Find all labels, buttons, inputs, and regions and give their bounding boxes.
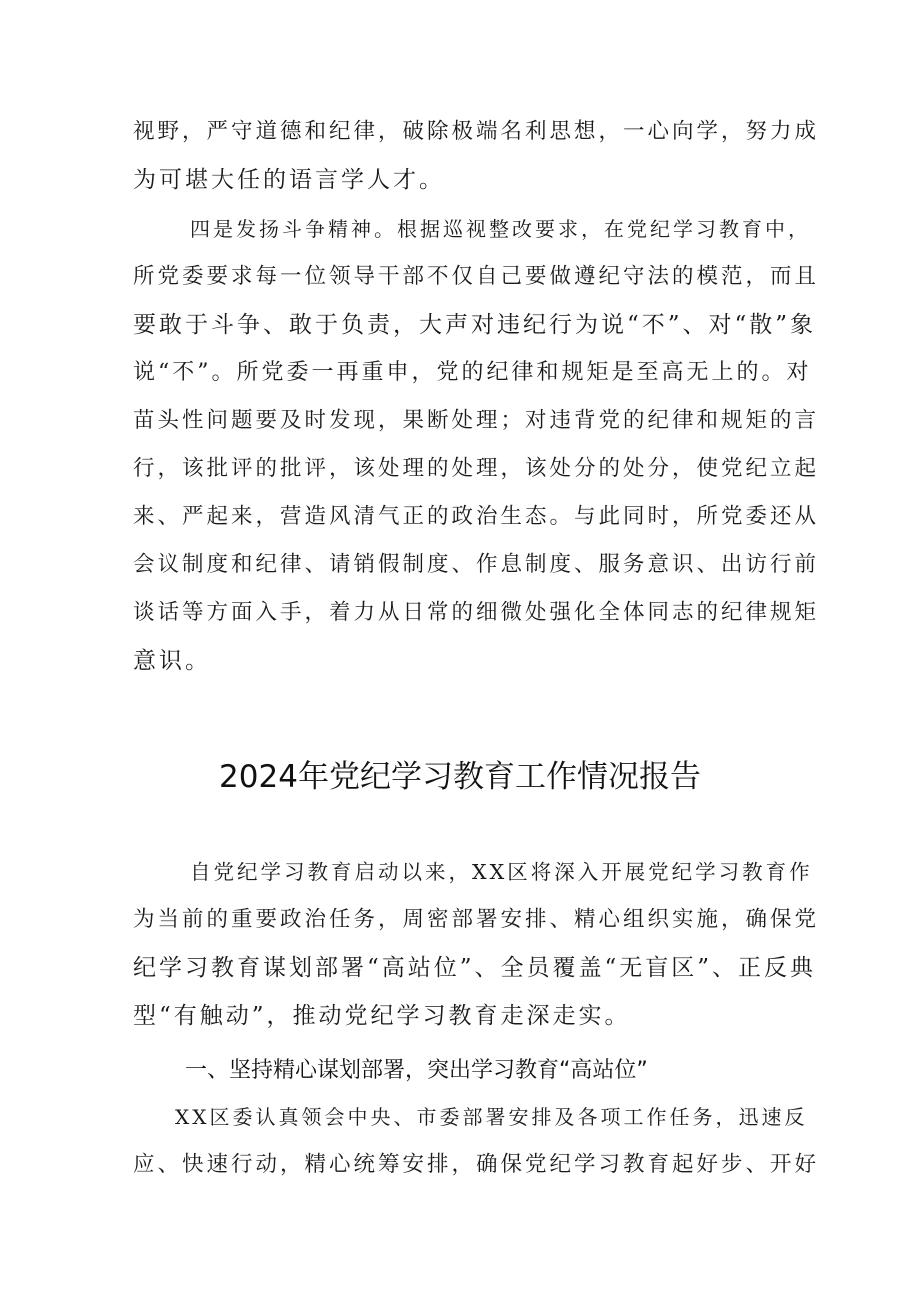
text-line: 为当前的重要政治任务，周密部署安排、精心组织实施，确保党 <box>133 907 820 932</box>
text-line: 要敢于斗争、敢于负责，大声对违纪行为说“不”、对“散”象 <box>133 312 817 338</box>
text-line: 应、快速行动，精心统筹安排，确保党纪学习教育起好步、开好 <box>133 1152 820 1177</box>
text-line: XX区委认真领会中央、市委部署安排及各项工作任务，迅速反 <box>175 1105 808 1129</box>
text-line: 所党委要求每一位领导干部不仅自己要做遵纪守法的模范，而且 <box>133 264 820 289</box>
text-line: 四是发扬斗争精神。根据巡视整改要求，在党纪学习教育中， <box>190 217 811 241</box>
text-line: 苗头性问题要及时发现，果断处理；对违背党的纪律和规矩的言 <box>133 408 820 433</box>
text-line: 来、严起来，营造风清气正的政治生态。与此同时，所党委还从 <box>133 504 820 529</box>
text-line: 意识。 <box>133 648 211 674</box>
text-line: 说“不”。所党委一再重申，党的纪律和规矩是至高无上的。对 <box>133 360 812 385</box>
text-line: 纪学习教育谋划部署“高站位”、全员覆盖“无盲区”、正反典 <box>133 955 817 981</box>
report-title: 2024年党纪学习教育工作情况报告 <box>219 759 701 795</box>
text-line: 型“有触动”，推动党纪学习教育走深走实。 <box>133 1003 631 1029</box>
text-line: 会议制度和纪律、请销假制度、作息制度、服务意识、出访行前 <box>133 552 820 577</box>
section-heading: 一、坚持精心谋划部署，突出学习教育“高站位” <box>185 1058 648 1083</box>
text-line: 视野，严守道德和纪律，破除极端名利思想，一心向学，努力成 <box>133 119 820 144</box>
text-line: 为可堪大任的语言学人才。 <box>133 167 445 193</box>
text-line: 谈话等方面入手，着力从日常的细微处强化全体同志的纪律规矩 <box>133 600 820 625</box>
text-line: 行，该批评的批评，该处理的处理，该处分的处分，使党纪立起 <box>133 456 820 481</box>
text-line: 自党纪学习教育启动以来，XX区将深入开展党纪学习教育作 <box>190 860 813 884</box>
